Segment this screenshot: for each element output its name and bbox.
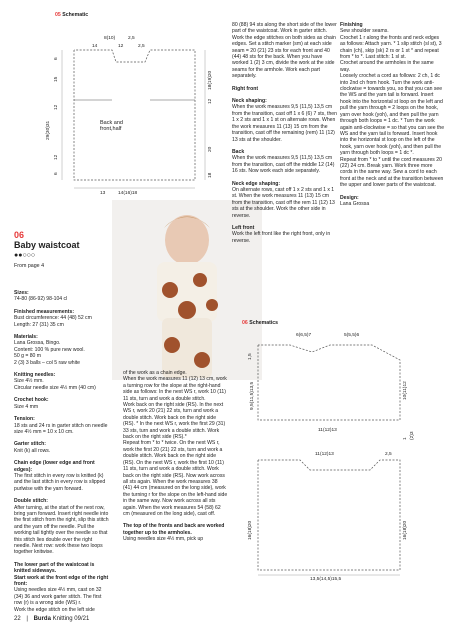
paragraph-heading: The top of the fronts and back are worked together up to the armholes. (123, 523, 225, 536)
paragraph-heading: Finished measurements: (14, 308, 75, 315)
schematic-bottom-label: Schematics (249, 320, 279, 326)
dim-b-8: 16(18)20 (248, 520, 253, 540)
from-page: From page 4 (14, 263, 45, 269)
paragraph-heading: Double stitch: (14, 498, 48, 505)
schematic-center-label: Back and front,half (100, 120, 123, 132)
paragraph-heading: Neck shaping: (232, 98, 267, 105)
dim-b-10: 13,5(14,5)15,5 (310, 577, 342, 582)
paragraph-text: Work the left front like the right front, only in reverse. (232, 231, 331, 244)
dim-top-1: 2,5 (128, 36, 135, 41)
dim-bottom-1: 14(16)18 (118, 191, 138, 196)
paragraph-text: 74-80 (86-92) 98-104 cl (14, 296, 68, 303)
dim-bottom-0: 13 (100, 191, 106, 196)
dim-left-1: 12 (54, 154, 59, 160)
paragraph-text: 80 (88) 94 sts along the short side of the lower part of the waistcoat. Work in garter stitch. Work the edge stitches on both sides as chain edges. Set a stitch marker (sm) at each side seam = 20 (21) 23 sts for each front and 40 (44) 48 sts for the back. When you have worked 1 (2) 3 cm, divide the work at the side seams for the armhole. Work each part separately. (232, 22, 337, 80)
dim-b-6: 11(12)13 (315, 452, 334, 457)
paragraph-text: On alternate rows, cast off 1 x 2 sts and 1 x 1 st. When the work measures 11 (13) 15 cm from the transition, cast off the rem 11 (12) 13 sts at the shoulder. Work the other side in reverse. (232, 186, 335, 219)
article-title: Baby waistcoat (14, 240, 80, 250)
dim-b-1: 5(5,5)6 (344, 333, 360, 338)
dim-b-0: 6(6,5)7 (296, 333, 312, 338)
dim-left-5: 6 (54, 57, 59, 60)
paragraph-text: Lana Grossa (340, 200, 370, 207)
footer-issue: Knitting 09/21 (52, 616, 90, 622)
paragraph-heading: Right front (232, 85, 259, 92)
dim-top-4: 2,5 (138, 44, 145, 49)
paragraph-heading: Left front (232, 224, 255, 231)
dim-top-3: 12 (118, 44, 124, 49)
dim-right-0: 18(19)20 (208, 70, 213, 90)
dim-b-5: 11(12)13 (318, 428, 337, 433)
dim-left-4: 15 (54, 76, 59, 82)
paragraph-heading: Finishing (340, 22, 363, 28)
paragraph-text: After turning, at the start of the next row, bring yarn forward. Insert right needle into the first stitch from the right, slip this stitch and the yarn off the needle. Pull the working tail tightly over the needle so that this stitch lies double over the right needle. Next row: work these two loops together knitwise. (14, 504, 109, 556)
paragraph-text: The first stitch in every row is knitted (k) and the last stitch in every row is slipped purlwise with the yarn forward. (14, 472, 106, 492)
dim-b-12: (2)3 (410, 431, 415, 440)
paragraph-heading: Chain edge (lower edge and front edges): (14, 460, 95, 473)
paragraph-heading: Materials: (14, 334, 38, 341)
schematic-number: 05 (55, 12, 61, 18)
paragraph-text: When the work measures 9,5 (11,5) 13,5 cm from the transition, cast off the middle 12 (14) 16 sts. Now work each side separately. (232, 155, 335, 175)
difficulty-rating: ●●○○○ (14, 252, 36, 259)
schematic-bottom-number: 06 (242, 320, 248, 326)
dim-top-2: 14 (92, 44, 98, 49)
paragraph-text: Size 4 mm (14, 403, 39, 410)
paragraph-heading: Knitting needles: (14, 372, 56, 379)
dim-right-1: 12 (208, 98, 213, 104)
paragraph-text: When the work measures 9,5 (11,5) 13,5 cm from the transition, cast off 1 x 6 (6) 7 sts, then 1 x 2 sts and 1 x 1 st on alternate rows. When the work measures 11 (13) 15 cm from the transition, cast off the remaining (rem) 11 (12) 13 sts at the shoulder. (232, 104, 337, 143)
paragraph-heading: Sizes: (14, 290, 29, 296)
paragraph-heading: Design: (340, 194, 359, 201)
dim-b-9: 16(18)20 (403, 520, 408, 540)
dim-left-0: 6 (54, 172, 59, 175)
footer-brand: Burda (33, 616, 51, 622)
paragraph-text: Knit (k) all rows. (14, 447, 51, 454)
dim-b-4: 10(11)12 (403, 381, 408, 400)
dim-left-3: 12 (54, 104, 59, 110)
schematic-label: Schematic (62, 12, 89, 18)
dim-right-3: 18 (208, 172, 213, 178)
page-number: 22 (14, 616, 21, 622)
dim-right-2: 20 (208, 146, 213, 152)
paragraph-heading: Crochet hook: (14, 397, 49, 404)
paragraph-heading: Tension: (14, 416, 35, 423)
paragraph-heading: Back (232, 148, 245, 155)
dim-b-2: 1,5 (248, 353, 253, 360)
paragraph-text: 18 sts and 24 rs in garter stitch on needle size 4½ mm = 10 x 10 cm. (14, 422, 108, 435)
paragraph-heading: Garter stitch: (14, 441, 46, 448)
paragraph-text: Using needles size 4½ mm, pick up (123, 536, 204, 543)
dim-b-3: 9,5(11,5)13,5 (250, 381, 255, 410)
dim-b-11: 1 (403, 437, 408, 440)
paragraph-text: Sew shoulder seams. Crochet 1 r along the fronts and neck edges as follows: Attach yarn. * 1 slip stitch (sl st), 3 chain (ch), skip (sk) 2 rs or 1 st * and repeat from * to *. Last stitch: 1 sl st. Crochet around the armholes in the same way. Loosely crochet a cord as follows: 2 ch, 1 dc into 2nd ch from hook. Turn the work anti-clockwise = towards you, so that you can see the WS and the yarn tail is forward. Insert hook into the horizontal st loop on the left and pull the yarn through = 2 loops on the hook, yarn over hook (yoh), and then pull the yarn through both loops = 1 dc. * Turn the work again anti-clockwise = so that you can see the WS and the yarn tail is forward. Insert hook into the horizontal st loop on the left of the hook, yarn over hook (yoh), and then pull the yarn through both loops = 1 dc *. Repeat from * to * until the cord measures 20 (22) 24 cm. Break yarn. Work three more cords in the same way. Sew a cord to each front at the neck and at the transition between the upper and lower parts of the waistcoat. (340, 28, 445, 189)
paragraph-heading: The lower part of the waistcoat is knitted sideways. Start work at the front edge of the right front: (14, 561, 109, 588)
paragraph-heading: Neck edge shaping: (232, 180, 281, 187)
paragraph-text: Size 4½ mm. Circular needle size 4½ mm (40 cm) (14, 378, 96, 391)
article-number: 06 (14, 230, 25, 240)
paragraph-text: of the work as a chain edge. When the work measures 11 (12) 13 cm, work a turning row for the slope at the right-hand side as follows: In the next WS r, work 10 (11) 11 sts, turn and work a double stitch. Work back on the right side (RS). In the next WS r, work 20 (21) 22 sts, turn and work a double stitch. Work back on the right side (RS). * In the next WS r, work the first 29 (31) 33 sts, turn and work a double stitch. Work back on the right side (RS).* Repeat from * to * twice. On the next WS r, work the first 20 (21) 22 sts, turn and work a double stitch. Work back on the right side (RS). On the next WS r, work the first 10 (11) 11 sts, turn and work a double stitch. Work back on the right side (RS). Now work across all sts again. When the work measures 38 (41) 44 cm (measured on the long side), work the turning r for the slope on the left-hand side in the same way. Now work across all sts again. When the work measures 54 (58) 62 cm (measured on the long side), cast off. (123, 370, 228, 517)
dim-top-0: 8(10) (104, 36, 116, 41)
paragraph-text: Bust circumference: 44 (48) 52 cm Length: 27 (31) 35 cm (14, 315, 92, 328)
paragraph-text: Lana Grossa, Bingo. Content: 100 % pure new wool. 50 g = 80 m 2 (3) 3 balls – col 5 raw white (14, 340, 85, 366)
dim-b-7: 2,5 (385, 452, 392, 457)
paragraph-text: Using needles size 4½ mm, cast on 32 (34) 36 and work garter stitch. The first row (r) is a wrong side (WS) r. Work the edge stitch on the left side (14, 587, 102, 613)
dim-left-2: 29(30)31 (46, 120, 51, 140)
footer: 22 | Burda Knitting 09/21 (14, 616, 90, 622)
